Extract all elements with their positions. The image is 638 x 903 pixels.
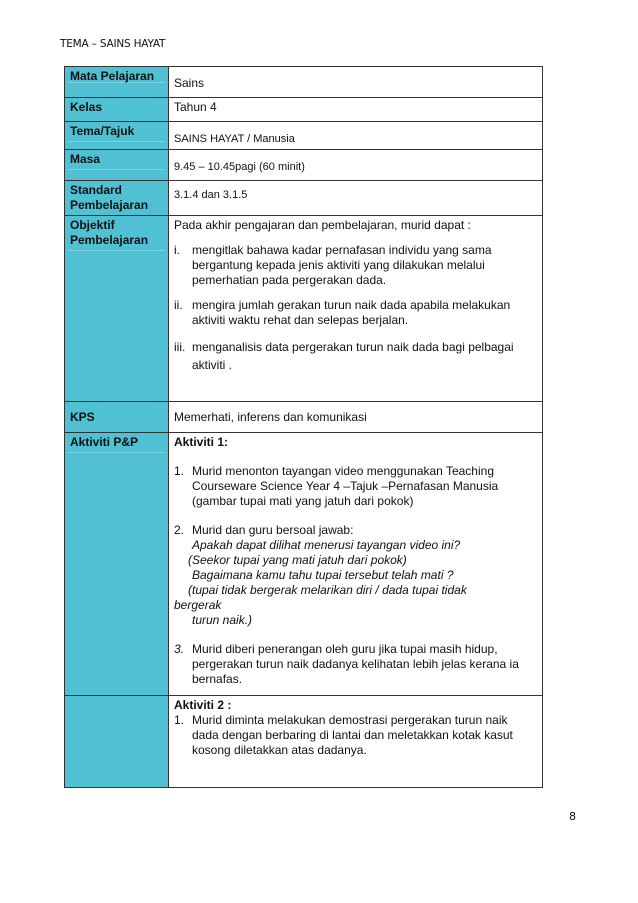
label-text: Aktiviti P&P	[70, 435, 139, 449]
row-class	[65, 98, 543, 122]
answer-text: (tupai tidak bergerak melarikan diri / dada tupai tidak	[188, 583, 467, 597]
item-number: i.	[174, 243, 180, 257]
step-text: Murid menonton tayangan video menggunakan Teaching Courseware Science Year 4 –Tajuk –Pernafasan Manusia (gambar tupai mati yang jatuh dari pokok)	[192, 464, 499, 508]
item-number: ii.	[174, 298, 183, 312]
value-text: Tahun 4	[174, 100, 217, 114]
value-cell	[169, 402, 543, 433]
divider	[68, 169, 165, 170]
row-subject	[65, 67, 543, 98]
row-theme	[65, 122, 543, 150]
value-cell	[169, 181, 543, 216]
activity-title: Aktiviti 1:	[174, 435, 229, 449]
label-text: Tema/Tajuk	[70, 124, 135, 138]
page-header: TEMA – SAINS HAYAT	[60, 38, 166, 50]
label-cell	[65, 216, 169, 402]
step-number: 3.	[174, 642, 185, 656]
row-kps	[65, 402, 543, 433]
objective-intro: Pada akhir pengajaran dan pembelajaran, murid dapat :	[174, 218, 471, 232]
activity-step	[174, 523, 537, 538]
page-number: 8	[569, 810, 576, 823]
step-number: 2.	[174, 523, 185, 537]
value-text: Sains	[174, 76, 205, 90]
activity-step	[174, 642, 537, 687]
label-cell	[65, 67, 169, 98]
label-text: Objektif Pembelajaran	[70, 218, 149, 247]
objective-item	[174, 243, 537, 288]
divider	[68, 141, 165, 142]
value-cell	[169, 433, 543, 696]
step-text: Murid diberi penerangan oleh guru jika tupai masih hidup, pergerakan turun naik dadanya kelihatan lebih jelas kerana ia bernafas.	[192, 642, 519, 686]
activity-step	[174, 713, 537, 758]
label-text: Standard Pembelajaran	[70, 183, 149, 212]
item-text: mengira jumlah gerakan turun naik dada apabila melakukan aktiviti waktu rehat dan selepas berjalan.	[192, 298, 511, 327]
item-text: mengitlak bahawa kadar pernafasan individu yang sama bergantung kepada jenis aktiviti yang dilakukan melalui pemerhatian pada pergerakan dada.	[192, 243, 492, 287]
value-cell	[169, 216, 543, 402]
label-text: Kelas	[70, 100, 103, 114]
label-cell	[65, 696, 169, 788]
label-cell	[65, 402, 169, 433]
activity-step	[174, 464, 537, 509]
answer-text: bergerak	[174, 598, 222, 612]
value-cell	[169, 67, 543, 98]
value-text: 9.45 – 10.45pagi (60 minit)	[174, 161, 305, 173]
value-cell	[169, 150, 543, 181]
question-text: Bagaimana kamu tahu tupai tersebut telah mati ?	[192, 568, 454, 582]
step-text: Murid dan guru bersoal jawab:	[192, 523, 354, 537]
item-text: menganalisis data pergerakan turun naik dada bagi pelbagai aktiviti .	[192, 340, 514, 372]
value-cell	[169, 98, 543, 122]
value-cell	[169, 696, 543, 788]
row-time	[65, 150, 543, 181]
row-standard	[65, 181, 543, 216]
label-cell	[65, 433, 169, 696]
row-objective	[65, 216, 543, 402]
answer-text: (Seekor tupai yang mati jatuh dari pokok)	[188, 553, 407, 567]
row-activity-1	[65, 433, 543, 696]
label-text: Mata Pelajaran	[70, 69, 155, 83]
lesson-plan-table	[64, 66, 543, 788]
item-number: iii.	[174, 340, 186, 354]
label-cell	[65, 122, 169, 150]
label-cell	[65, 181, 169, 216]
step-number: 1.	[174, 464, 185, 478]
value-text: 3.1.4 dan 3.1.5	[174, 189, 248, 201]
answer-text: turun naik.)	[192, 613, 253, 627]
step-number: 1.	[174, 713, 185, 727]
label-cell	[65, 150, 169, 181]
row-activity-2	[65, 696, 543, 788]
activity-title: Aktiviti 2 :	[174, 698, 232, 712]
label-text: KPS	[70, 410, 95, 424]
label-cell	[65, 98, 169, 122]
value-text: SAINS HAYAT / Manusia	[174, 133, 295, 145]
value-cell	[169, 122, 543, 150]
label-text: Masa	[70, 152, 101, 166]
value-text: Memerhati, inferens dan komunikasi	[174, 410, 367, 424]
objective-item	[174, 338, 537, 374]
divider	[68, 250, 165, 251]
question-text: Apakah dapat dilihat menerusi tayangan video ini?	[192, 538, 461, 552]
divider	[68, 452, 165, 453]
objective-item	[174, 298, 537, 328]
step-text: Murid diminta melakukan demostrasi pergerakan turun naik dada dengan berbaring di lantai dan meletakkan kotak kasut kosong diletakkan atas dadanya.	[192, 713, 513, 757]
